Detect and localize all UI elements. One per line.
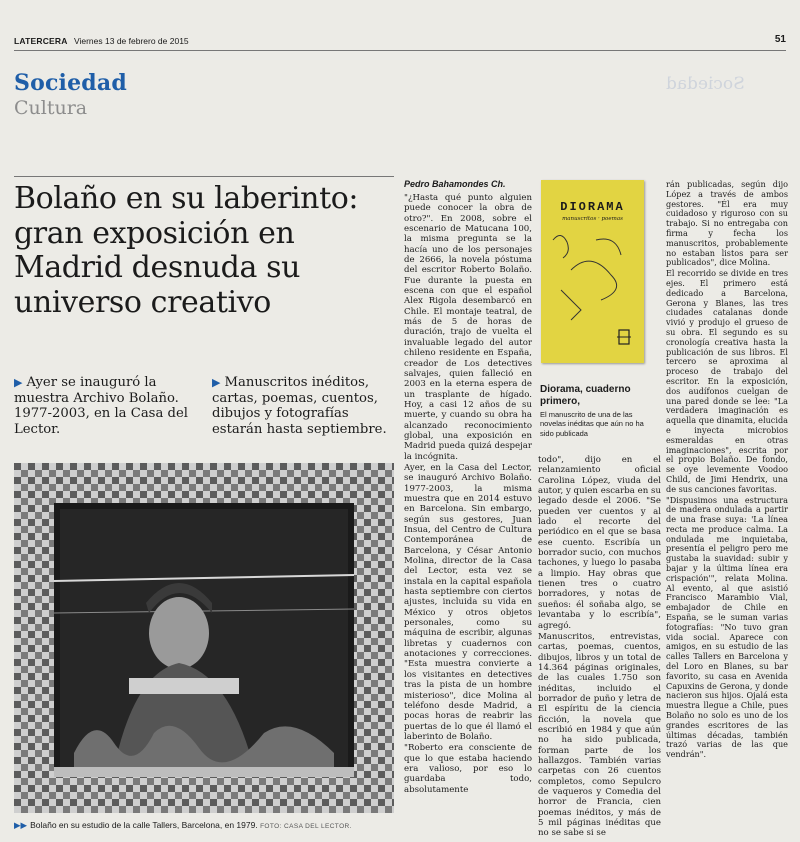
paragraph: "¿Hasta qué punto alguien puede conocer la obra de otro?". En 2008, sobre el escenario de Matucana 100, la misma pregunta se la hacía uno de los personajes de 2666, la novela póstuma del escritor Roberto Bolaño. Fue durante la puesta en escena con que el español Alex Rigola desembarcó en Chile. El montaje teatral, de más de 5 de horas de duración, trajo de vuelta el invaluable legado del autor chileno residente en España, creador de Los detectives salvajes, quien falleció en 2003 en la eterna espera de un trasplante de hígado. Hoy, a casi 12 años de su muerte, y cuando su obra ha alcanzado reconocimiento global, una exposición en Madrid pueda quizá despejar la incógnita.	[404, 193, 532, 462]
book-cover-diorama	[541, 180, 644, 363]
paragraph: Ayer, en la Casa del Lector, se inauguró Archivo Bolaño. 1977-2003, la misma muestra que en 2014 estuvo en Barcelona. Sin embargo, según sus gestores, Juan Insua, del Centro de Cultura Contemporánea de Barcelona, y César Antonio Molina, director de la Casa del Lector, esta vez se instala en la capital española hasta septiembre con ciertos ajustes, incluida su vida en México y otros objetos personales, como su máquina de escribir, algunas libretas y cuadernos con anotaciones y correcciones. "Esta muestra convierte a los visitantes en detectives tras la pista de un hombre misterioso", dice Molina al teléfono desde Madrid, a pocas horas de reabrir las puertas de lo que él llamó el laberinto de Bolaño.	[404, 462, 532, 742]
bleed-through-text: Sociedad	[666, 74, 745, 94]
headline: Bolaño en su laberinto: gran exposición en Madrid desnuda su universo creativo	[14, 181, 359, 320]
section-subtitle: Cultura	[14, 97, 88, 119]
bolano-photo	[14, 463, 394, 813]
page-number: 51	[774, 34, 786, 45]
book-cover-title: DIORAMA	[560, 200, 625, 214]
headline-rule	[14, 176, 394, 177]
bullet-text: Manuscritos inéditos, cartas, poemas, cuentos, dibujos y fotografías estarán hasta septiembre.	[212, 375, 387, 437]
book-cover-subtitle: manuscritos · poemas	[562, 216, 623, 222]
newspaper-brand: LATERCERA	[14, 36, 68, 46]
summary-bullet-1	[14, 375, 204, 437]
photo-illustration	[14, 463, 394, 813]
photo-caption	[14, 820, 352, 831]
issue-date: Viernes 13 de febrero de 2015	[73, 36, 189, 46]
byline: Pedro Bahamondes Ch.	[404, 179, 506, 189]
article-column-3	[666, 180, 788, 761]
cover-drawing	[541, 180, 644, 363]
caption-arrows-icon: ▶▶	[14, 820, 28, 830]
paragraph: El recorrido se divide en tres ejes. El primero está dedicado a Barcelona, Gerona y Blanes, las tres ciudades catalanas donde vivió y produjo el grueso de su obra. El segundo es su cronología creativa hasta la publicación de sus libros. El tercero se aproxima al proceso de trabajo del escritor. En la exposición, dos audífonos cuelgan de una pared donde se lee: "La verdadera imaginación es aquella que dinamita, elucida e inyecta microbios esmeraldas en otras imaginaciones", escrita por el propio Bolaño. De fondo, se oye levemente Voodoo Child, de Jimi Hendrix, una de sus canciones favoritas.	[666, 268, 788, 494]
bullet-arrow-icon: ▶	[14, 376, 23, 389]
photo-credit: FOTO: CASA DEL LECTOR.	[260, 823, 352, 830]
article-column-2	[538, 455, 661, 840]
article-column-1	[404, 193, 532, 796]
paragraph: todo", dijo en el relanzamiento oficial Carolina López, viuda del autor, y quien escarba en su legado desde el 2006. "Se pueden ver cuentos y al lado el recorte del periódico en el que se basa ese cuento. Escribía un borrador sucio, con muchos tachones, y luego lo pasaba a limpio. Hay obras que tienen tres o cuatro borradores, y notas de sueños: él soñaba algo, se levantaba y lo escribía", agregó.	[538, 455, 661, 631]
paragraph: "Dispusimos una estructura de madera ondulada a partir de una frase suya: 'La línea recta me produce calma. La ondulada me inquietaba, presentía el peligro pero me gustaba la suavidad: subir y bajar y la última línea era crispación'", relata Molina. Al evento, al que asistió Francisco Marambio Vial, embajador de Chile en España, se le suman varias fotografías: "No tuvo gran vida social. Aparece con amigos, en su estudio de las calles Tallers en Barcelona y del Loro en Blanes, su bar favorito, su casa en Avenida Capuxins de Gerona, y donde nacieron sus hijos. Ojalá esta muestra llegue a Chile, pues Bolaño no solo es uno de los grandes escritores de las últimas décadas, también trazó varias de las que vendrán".	[666, 494, 788, 760]
bullet-text: Ayer se inauguró la muestra Archivo Bolaño. 1977-2003, en la Casa del Lector.	[14, 375, 188, 437]
bullet-arrow-icon: ▶	[212, 376, 221, 389]
paragraph: rán publicadas, según dijo López a través de ambos gestores. "Él era muy cuidadoso y riguroso con su trabajo. Si no entregaba con firma y fecha los manuscritos, probablemente no estaban listos para ser publicados", dice Molina.	[666, 179, 788, 268]
page-header	[14, 36, 786, 51]
caption-text: Bolaño en su estudio de la calle Tallers, Barcelona, en 1979.	[30, 820, 258, 830]
paragraph: Manuscritos, entrevistas, cartas, poemas, cuentos, dibujos, libros y un total de 14.364 páginas originales, de las cuales 1.750 son inéditas, incluido el borrador de puño y letra de El espíritu de la ciencia ficción, la novela que escribió en 1984 y que aún no ha sido publicada, forman parte de los hallazgos. También varias carpetas con 26 cuentos completos, como Sepulcro de vaqueros y Comedia del horror de Francia, cien poemas inéditos, y más de 5 mil páginas inéditas que no se sabe si se	[538, 631, 661, 839]
book-caption-title: Diorama, cuaderno primero,	[540, 384, 631, 407]
book-caption-text: El manuscrito de una de las novelas inéditas que aún no ha sido publicada	[540, 410, 644, 438]
paragraph: "Roberto era consciente de que lo que estaba haciendo era valioso, por eso lo guardaba todo, absolutamente	[404, 743, 532, 795]
summary-bullet-2	[212, 375, 398, 437]
section-title: Sociedad	[14, 70, 127, 96]
